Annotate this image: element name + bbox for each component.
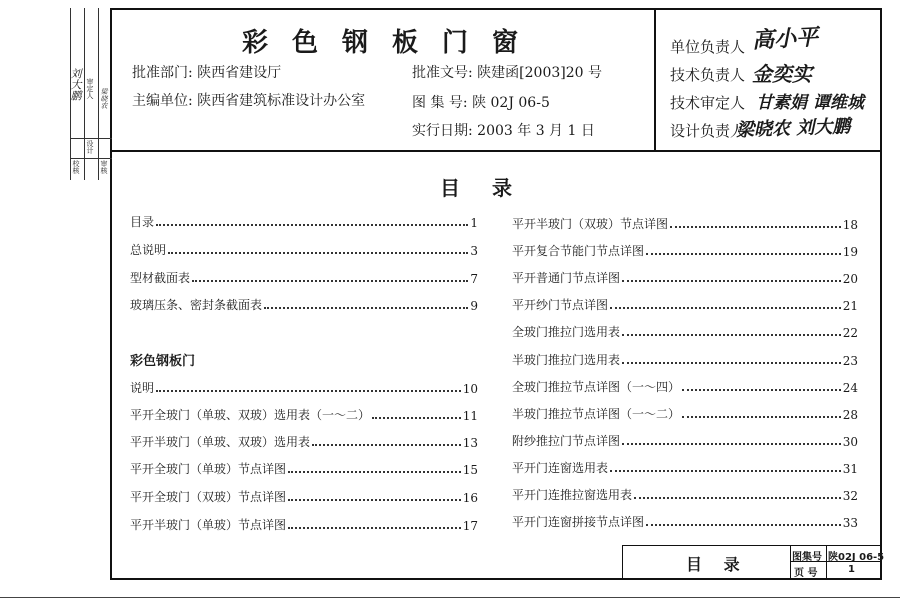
toc-entry-page: 17	[462, 519, 478, 533]
toc-entry	[512, 214, 858, 232]
toc-entry	[130, 432, 478, 450]
toc-leader-dots	[670, 225, 841, 228]
toc-entry	[130, 487, 478, 505]
toc-leader-dots	[192, 279, 468, 282]
toc-entry-label: 全玻门推拉门选用表	[512, 325, 621, 340]
tech-reviewer-signature: 甘素娟 谭维城	[756, 93, 864, 113]
chief-unit-label: 主编单位:	[132, 93, 193, 109]
chief-unit-value: 陕西省建筑标准设计办公室	[197, 93, 366, 109]
toc-entry-label: 说明	[130, 381, 155, 395]
bottom-border	[110, 578, 882, 580]
approval-dept	[132, 62, 281, 82]
toc-entry-label: 平开半玻门（单玻、双玻）选用表	[130, 435, 311, 449]
toc-entry	[512, 268, 858, 286]
toc-entry	[130, 459, 478, 477]
toc-leader-dots	[288, 470, 461, 473]
toc-entry	[130, 378, 478, 396]
document-title: 彩色钢板门窗	[242, 28, 543, 58]
toc-title: 目录	[440, 176, 544, 200]
toc-entry	[130, 515, 478, 533]
atlas-number-value: 陕 02J 06-5	[472, 95, 550, 111]
toc-leader-dots	[682, 415, 841, 418]
toc-entry-page: 20	[842, 272, 858, 287]
title-block-page-label: 页 号	[794, 568, 818, 579]
toc-leader-dots	[312, 443, 461, 446]
toc-leader-dots	[622, 361, 841, 364]
unit-responsible-signature: 高小平	[751, 25, 819, 54]
toc-entry-label: 平开全玻门（单玻）节点详图	[130, 462, 287, 476]
toc-entry	[130, 268, 478, 286]
page-bottom-rule	[0, 597, 900, 598]
toc-leader-dots	[168, 251, 468, 254]
atlas-number	[412, 92, 550, 112]
toc-entry-label: 平开普通门节点详图	[512, 271, 621, 286]
approval-dept-label: 批准部门:	[132, 65, 193, 81]
toc-entry-label: 总说明	[130, 243, 167, 257]
toc-leader-dots	[622, 333, 841, 336]
toc-entry-label: 平开全玻门（双玻）节点详图	[130, 490, 287, 504]
toc-entry-label: 平开半玻门（单玻）节点详图	[130, 518, 287, 532]
toc-entry-page: 16	[462, 491, 478, 505]
strip-signature: 刘大鹏	[69, 68, 82, 101]
toc-entry	[512, 485, 858, 503]
toc-entry	[512, 377, 858, 395]
toc-entry-page: 21	[842, 299, 858, 314]
title-block-atlas-value: 陕02J 06-5	[828, 552, 885, 563]
toc-leader-dots	[610, 306, 841, 309]
toc-entry	[512, 295, 858, 313]
toc-entry-page: 13	[462, 436, 478, 450]
strip-header: 设计	[86, 140, 94, 154]
toc-entry-page: 11	[462, 409, 478, 423]
toc-leader-dots	[372, 416, 461, 419]
toc-leader-dots	[156, 223, 468, 226]
toc-entry-label: 平开全玻门（单玻、双玻）选用表（一～二）	[130, 408, 371, 422]
approval-dept-value: 陕西省建设厅	[197, 65, 282, 81]
toc-leader-dots	[634, 496, 841, 499]
toc-entry	[130, 405, 478, 423]
toc-entry	[512, 350, 858, 368]
toc-entry	[130, 295, 478, 313]
design-responsible-label: 设计负责人	[670, 122, 746, 140]
atlas-number-label: 图 集 号:	[412, 95, 468, 111]
title-block-atlas-label: 图集号	[792, 552, 822, 563]
effective-date-value: 2003 年 3 月 1 日	[477, 123, 595, 139]
toc-entry-page: 24	[842, 380, 858, 395]
strip-header: 审核	[100, 160, 108, 174]
strip-header: 校核	[72, 160, 80, 174]
unit-responsible-label: 单位负责人	[670, 38, 746, 56]
right-border	[880, 8, 882, 580]
toc-entry-label: 目录	[130, 215, 155, 229]
toc-entry-label: 平开复合节能门节点详图	[512, 244, 645, 259]
toc-leader-dots	[288, 526, 461, 529]
toc-entry-page: 30	[842, 434, 858, 449]
toc-entry-page: 10	[462, 382, 478, 396]
approval-doc-value: 陕建函[2003]20 号	[477, 65, 602, 81]
toc-entry	[512, 512, 858, 530]
toc-entry-page: 9	[470, 299, 478, 313]
toc-entry-page: 15	[462, 463, 478, 477]
toc-entry	[130, 240, 478, 258]
section-heading: 彩色钢板门	[130, 354, 196, 369]
tech-responsible-signature: 金奕实	[752, 62, 812, 86]
toc-leader-dots	[264, 306, 468, 309]
toc-entry-page: 7	[470, 272, 478, 286]
toc-entry-page: 22	[842, 326, 858, 341]
toc-entry-page: 33	[842, 516, 858, 531]
toc-entry-label: 半玻门推拉门选用表	[512, 352, 621, 367]
toc-entry	[130, 212, 478, 230]
toc-entry	[512, 458, 858, 476]
toc-entry-page: 32	[842, 489, 858, 503]
toc-entry-page: 28	[842, 407, 858, 422]
toc-entry-page: 23	[842, 353, 858, 368]
toc-entry-page: 31	[842, 461, 858, 476]
side-signature-strip	[70, 8, 112, 180]
top-border	[110, 8, 882, 10]
toc-entry-label: 全玻门推拉节点详图（一～四）	[512, 379, 681, 394]
toc-entry-page: 18	[842, 218, 858, 232]
toc-leader-dots	[682, 388, 841, 391]
toc-leader-dots	[288, 498, 461, 501]
header-divider	[110, 150, 882, 152]
tech-responsible-label: 技术负责人	[670, 66, 746, 84]
toc-entry	[512, 241, 858, 259]
toc-entry-page: 3	[470, 244, 478, 258]
toc-leader-dots	[622, 442, 841, 445]
toc-entry-label: 附纱推拉门节点详图	[512, 433, 621, 448]
effective-date-label: 实行日期:	[412, 123, 473, 139]
header-split	[654, 8, 656, 152]
toc-entry	[512, 404, 858, 422]
toc-leader-dots	[646, 523, 841, 526]
tech-reviewer-label: 技术审定人	[670, 94, 746, 112]
toc-entry-label: 平开纱门节点详图	[512, 298, 609, 313]
toc-entry-label: 平开门连窗选用表	[512, 460, 609, 475]
toc-entry-page: 19	[842, 245, 858, 260]
toc-entry	[512, 322, 858, 340]
toc-entry-label: 平开门连窗拼接节点详图	[512, 515, 645, 530]
toc-leader-dots	[622, 279, 841, 282]
strip-header: 审定人	[86, 78, 94, 99]
design-responsible-signature: 梁晓农 刘大鹏	[735, 116, 851, 141]
toc-entry-label: 型材截面表	[130, 271, 191, 285]
strip-signature: 梁晓农	[100, 88, 108, 109]
toc-leader-dots	[646, 252, 841, 255]
toc-leader-dots	[610, 469, 841, 472]
toc-leader-dots	[156, 389, 461, 392]
toc-entry-label: 平开门连推拉窗选用表	[512, 488, 633, 502]
approval-doc-label: 批准文号:	[412, 65, 473, 81]
title-block-page-value: 1	[848, 564, 855, 575]
toc-entry-label: 半玻门推拉节点详图（一～二）	[512, 406, 681, 421]
effective-date	[412, 120, 595, 140]
toc-entry-label: 玻璃压条、密封条截面表	[130, 298, 263, 312]
toc-entry-label: 平开半玻门（双玻）节点详图	[512, 217, 669, 231]
title-block-name: 目 录	[686, 555, 748, 574]
toc-entry-page: 1	[470, 216, 478, 230]
toc-entry	[512, 431, 858, 449]
approval-doc	[412, 62, 602, 82]
chief-unit	[132, 90, 365, 110]
